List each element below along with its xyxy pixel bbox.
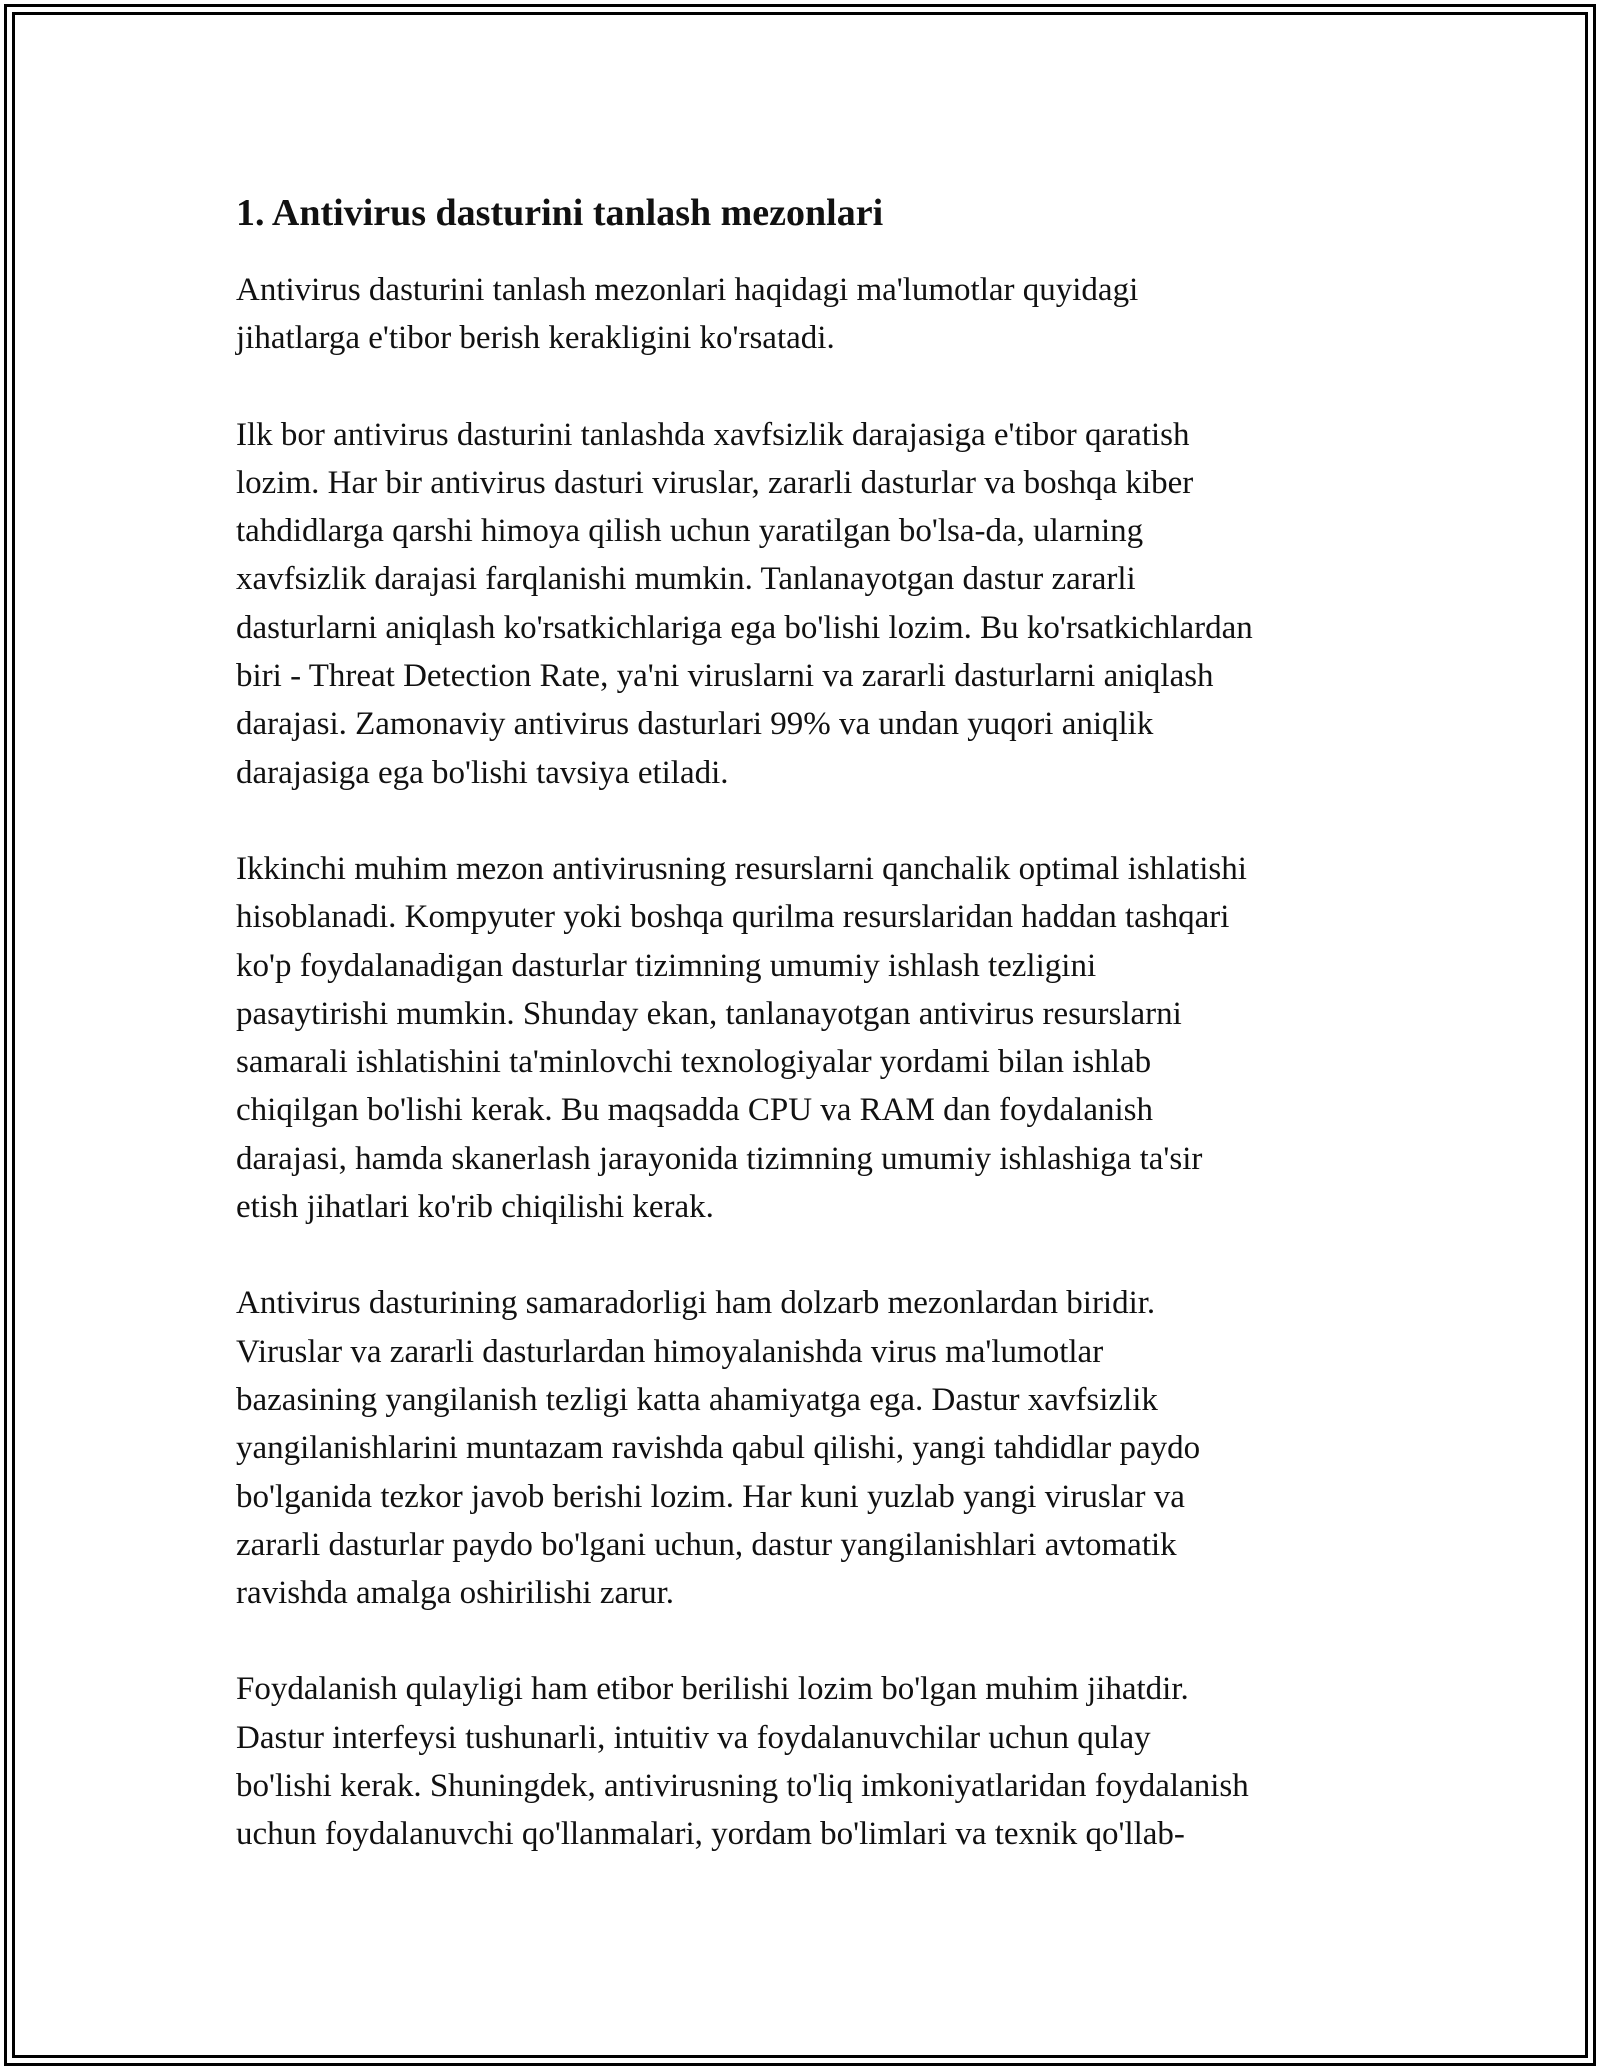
- paragraph-resource-usage: Ikkinchi muhim mezon antivirusning resurslarni qanchalik optimal ishlatishi hisoblanadi. Kompyuter yoki boshqa qurilma resurslaridan haddan tashqari ko'p foydalanadigan dasturlar tizimning umumiy ishlash tezligini pasaytirishi mumkin. Shunday ekan, tanlanayotgan antivirus resurslarni samarali ishlatishini ta'minlovchi texnologiyalar yordami bilan ishlab chiqilgan bo'lishi kerak. Bu maqsadda CPU va RAM dan foydalanish darajasi, hamda skanerlash jarayonida tizimning umumiy ishlashiga ta'sir etish jihatlari ko'rib chiqilishi kerak.: [236, 850, 1247, 1226]
- section-heading: 1. Antivirus dasturini tanlash mezonlari: [236, 192, 884, 234]
- paragraph-effectiveness: Antivirus dasturining samaradorligi ham dolzarb mezonlardan biridir. Viruslar va zararli dasturlardan himoyalanishda virus ma'lumotlar bazasining yangilanish tezligi katta ahamiyatga ega. Dastur xavfsizlik yangilanishlarini muntazam ravishda qabul qilishi, yangi tahdidlar paydo bo'lganida tezkor javob berishi lozim. Har kuni yuzlab yangi viruslar va zararli dasturlar paydo bo'lgani uchun, dastur yangilanishlari avtomatik ravishda amalga oshirilishi zarur.: [236, 1285, 1201, 1612]
- paragraph-usability: Foydalanish qulayligi ham etibor berilishi lozim bo'lgan muhim jihatdir. Dastur interfeysi tushunarli, intuitiv va foydalanuvchilar uchun qulay bo'lishi kerak. Shuningdek, antivirusning to'liq imkoniyatlaridan foydalanish uchun foydalanuvchi qo'llanmalari, yordam bo'limlari va texnik qo'llab-: [236, 1671, 1249, 1853]
- paragraph-intro: Antivirus dasturini tanlash mezonlari haqidagi ma'lumotlar quyidagi jihatlarga e'tibor berish kerakligini ko'rsatadi.: [236, 272, 1139, 357]
- paragraph-security-level: Ilk bor antivirus dasturini tanlashda xavfsizlik darajasiga e'tibor qaratish lozim. Har bir antivirus dasturi viruslar, zararli dasturlar va boshqa kiber tahdidlarga qarshi himoya qilish uchun yaratilgan bo'lsa-da, ularning xavfsizlik darajasi farqlanishi mumkin. Tanlanayotgan dastur zararli dasturlarni aniqlash ko'rsatkichlariga ega bo'lishi lozim. Bu ko'rsatkichlardan biri - Threat Detection Rate, ya'ni viruslarni va zararli dasturlarni aniqlash darajasi. Zamonaviy antivirus dasturlari 99% va undan yuqori aniqlik darajasiga ega bo'lishi tavsiya etiladi.: [236, 416, 1253, 791]
- document-body: [236, 186, 1376, 1907]
